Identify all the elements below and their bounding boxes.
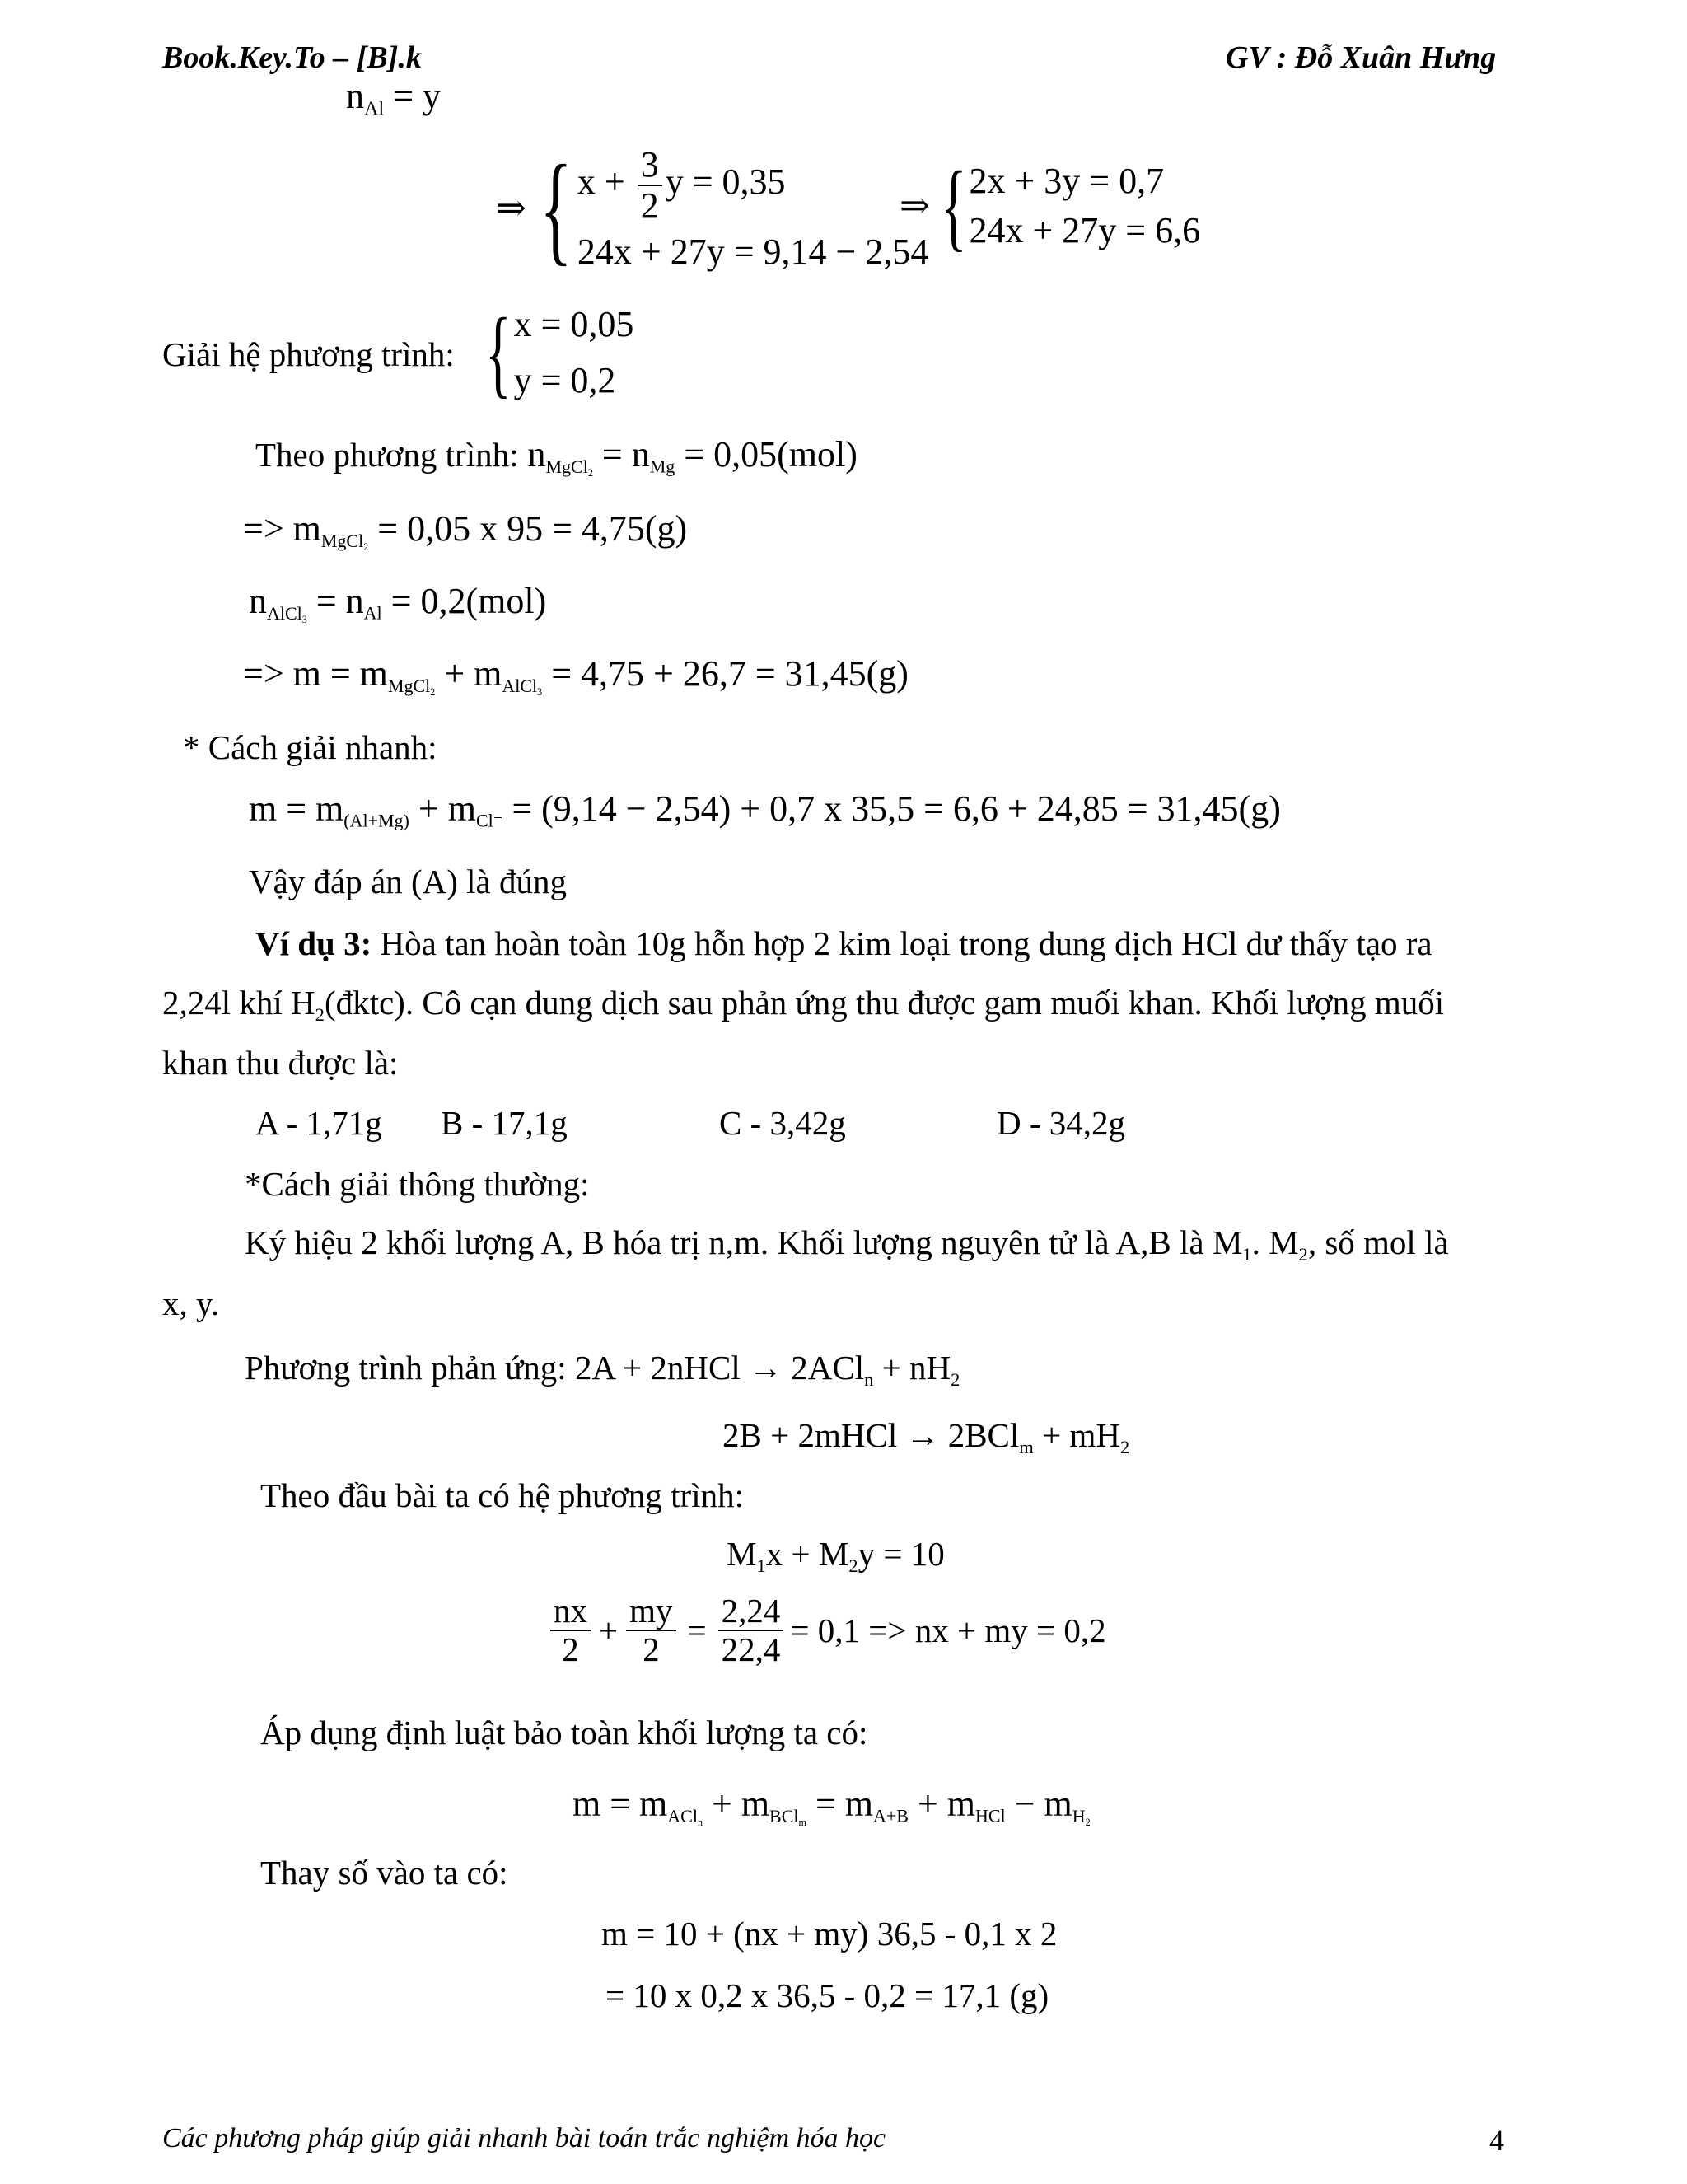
example-3-line-3: khan thu được là: bbox=[162, 1044, 399, 1082]
substitute-label: Thay số vào ta có: bbox=[260, 1854, 508, 1892]
solve-label: Giải hệ phương trình: bbox=[162, 335, 455, 373]
solution-system: { x = 0,05 y = 0,2 bbox=[484, 297, 634, 407]
implies-symbol: ⇒ bbox=[900, 185, 930, 226]
reaction-line-2: 2B + 2mHCl → $2BCl_m + mH_2$ bbox=[722, 1416, 1130, 1457]
option-d: D - 34,2g bbox=[997, 1104, 1126, 1142]
conservation-label: Áp dụng định luật bảo toàn khối lượng ta có: bbox=[260, 1714, 868, 1751]
conservation-formula: $m = m_{ACl_n} + m_{BCl_m} = m_{A+B} + m_{HCl} - m_{H_2}$ bbox=[572, 1784, 1091, 1828]
system-label: Theo đầu bài ta có hệ phương trình: bbox=[260, 1476, 744, 1514]
equation-2: $\frac{nx}{2}$ + $\frac{my}{2}$ = $\frac{2,24}{22,4}$ = 0,1 => nx + my = 0,2 bbox=[547, 1594, 1106, 1667]
notation-line-1: Ký hiệu 2 khối lượng A, B hóa trị n,m. Khối lượng nguyên tử là A,B là $M_1$. $M_2$, số mol là bbox=[245, 1223, 1449, 1265]
option-a: A - 1,71g bbox=[255, 1104, 382, 1142]
mgcl2-mass-line: => $m_{MgCl_2} = 0,05$ x 95 = 4,75(g) bbox=[243, 508, 688, 553]
quick-formula: $m = m_{(Al+Mg)} + m_{Cl^-} = (9,14 - 2,54) + 0,7$ x 35,5 = 6,6 + 24,85 = 31,45(g) bbox=[249, 788, 1281, 831]
header-right: GV : Đỗ Xuân Hưng bbox=[1226, 40, 1497, 75]
system-1: ⇒ { x + $\frac{3}{2}$ y = 0,35 24x + 27y = 9,14 − 2,54 bbox=[496, 140, 929, 277]
system-2: ⇒ { 2x + 3y = 0,7 24x + 27y = 6,6 bbox=[900, 151, 1201, 260]
option-c: C - 3,42g bbox=[719, 1104, 846, 1142]
page-number: 4 bbox=[1489, 2124, 1504, 2157]
nal-line: $n_{Al} = y$ bbox=[346, 76, 442, 120]
equation-1: $M_1x + M_2y = 10$ bbox=[727, 1535, 945, 1576]
implies-symbol: ⇒ bbox=[496, 188, 526, 228]
calc-line-2: = 10 x 0,2 x 36,5 - 0,2 = 17,1 (g) bbox=[605, 1976, 1049, 2014]
left-brace-icon: { bbox=[484, 297, 512, 407]
example-3-line-2: 2,24l khí $H_2(đktc)$. Cô cạn dung dịch sau phản ứng thu được gam muối khan. Khối lượng muối bbox=[162, 984, 1445, 1025]
header-left: Book.Key.To – [B].k bbox=[162, 40, 422, 75]
quick-solution-title: * Cách giải nhanh: bbox=[183, 728, 437, 766]
normal-solution-title: *Cách giải thông thường: bbox=[245, 1165, 590, 1203]
theo-phuong-trinh-line: Theo phương trình: $n_{MgCl_2} = n_{Mg} = 0,05(mol)$ bbox=[255, 434, 858, 479]
total-mass-line: => $m = m_{MgCl_2} + m_{AlCl_3} = 4,75 + 26,7 = 31,45(g)$ bbox=[243, 653, 909, 698]
left-brace-icon: { bbox=[540, 140, 572, 277]
calc-line-1: m = 10 + (nx + my) 36,5 - 0,1 x 2 bbox=[601, 1915, 1058, 1953]
notation-line-2: x, y. bbox=[162, 1284, 220, 1322]
footer-title: Các phương pháp giúp giải nhanh bài toán trắc nghiệm hóa học bbox=[162, 2123, 886, 2154]
answer-line: Vậy đáp án (A) là đúng bbox=[249, 863, 567, 900]
example-3-line-1: Ví dụ 3: Hòa tan hoàn toàn 10g hỗn hợp 2 kim loại trong dung dịch HCl dư thấy tạo ra bbox=[255, 924, 1432, 962]
left-brace-icon: { bbox=[940, 151, 967, 260]
reaction-line-1: Phương trình phản ứng: 2A + 2nHCl → $2ACl_n + nH_2$ bbox=[245, 1349, 960, 1390]
option-b: B - 17,1g bbox=[441, 1104, 568, 1142]
alcl3-mol-line: $n_{AlCl_3} = n_{Al} = 0,2(mol)$ bbox=[249, 581, 547, 625]
